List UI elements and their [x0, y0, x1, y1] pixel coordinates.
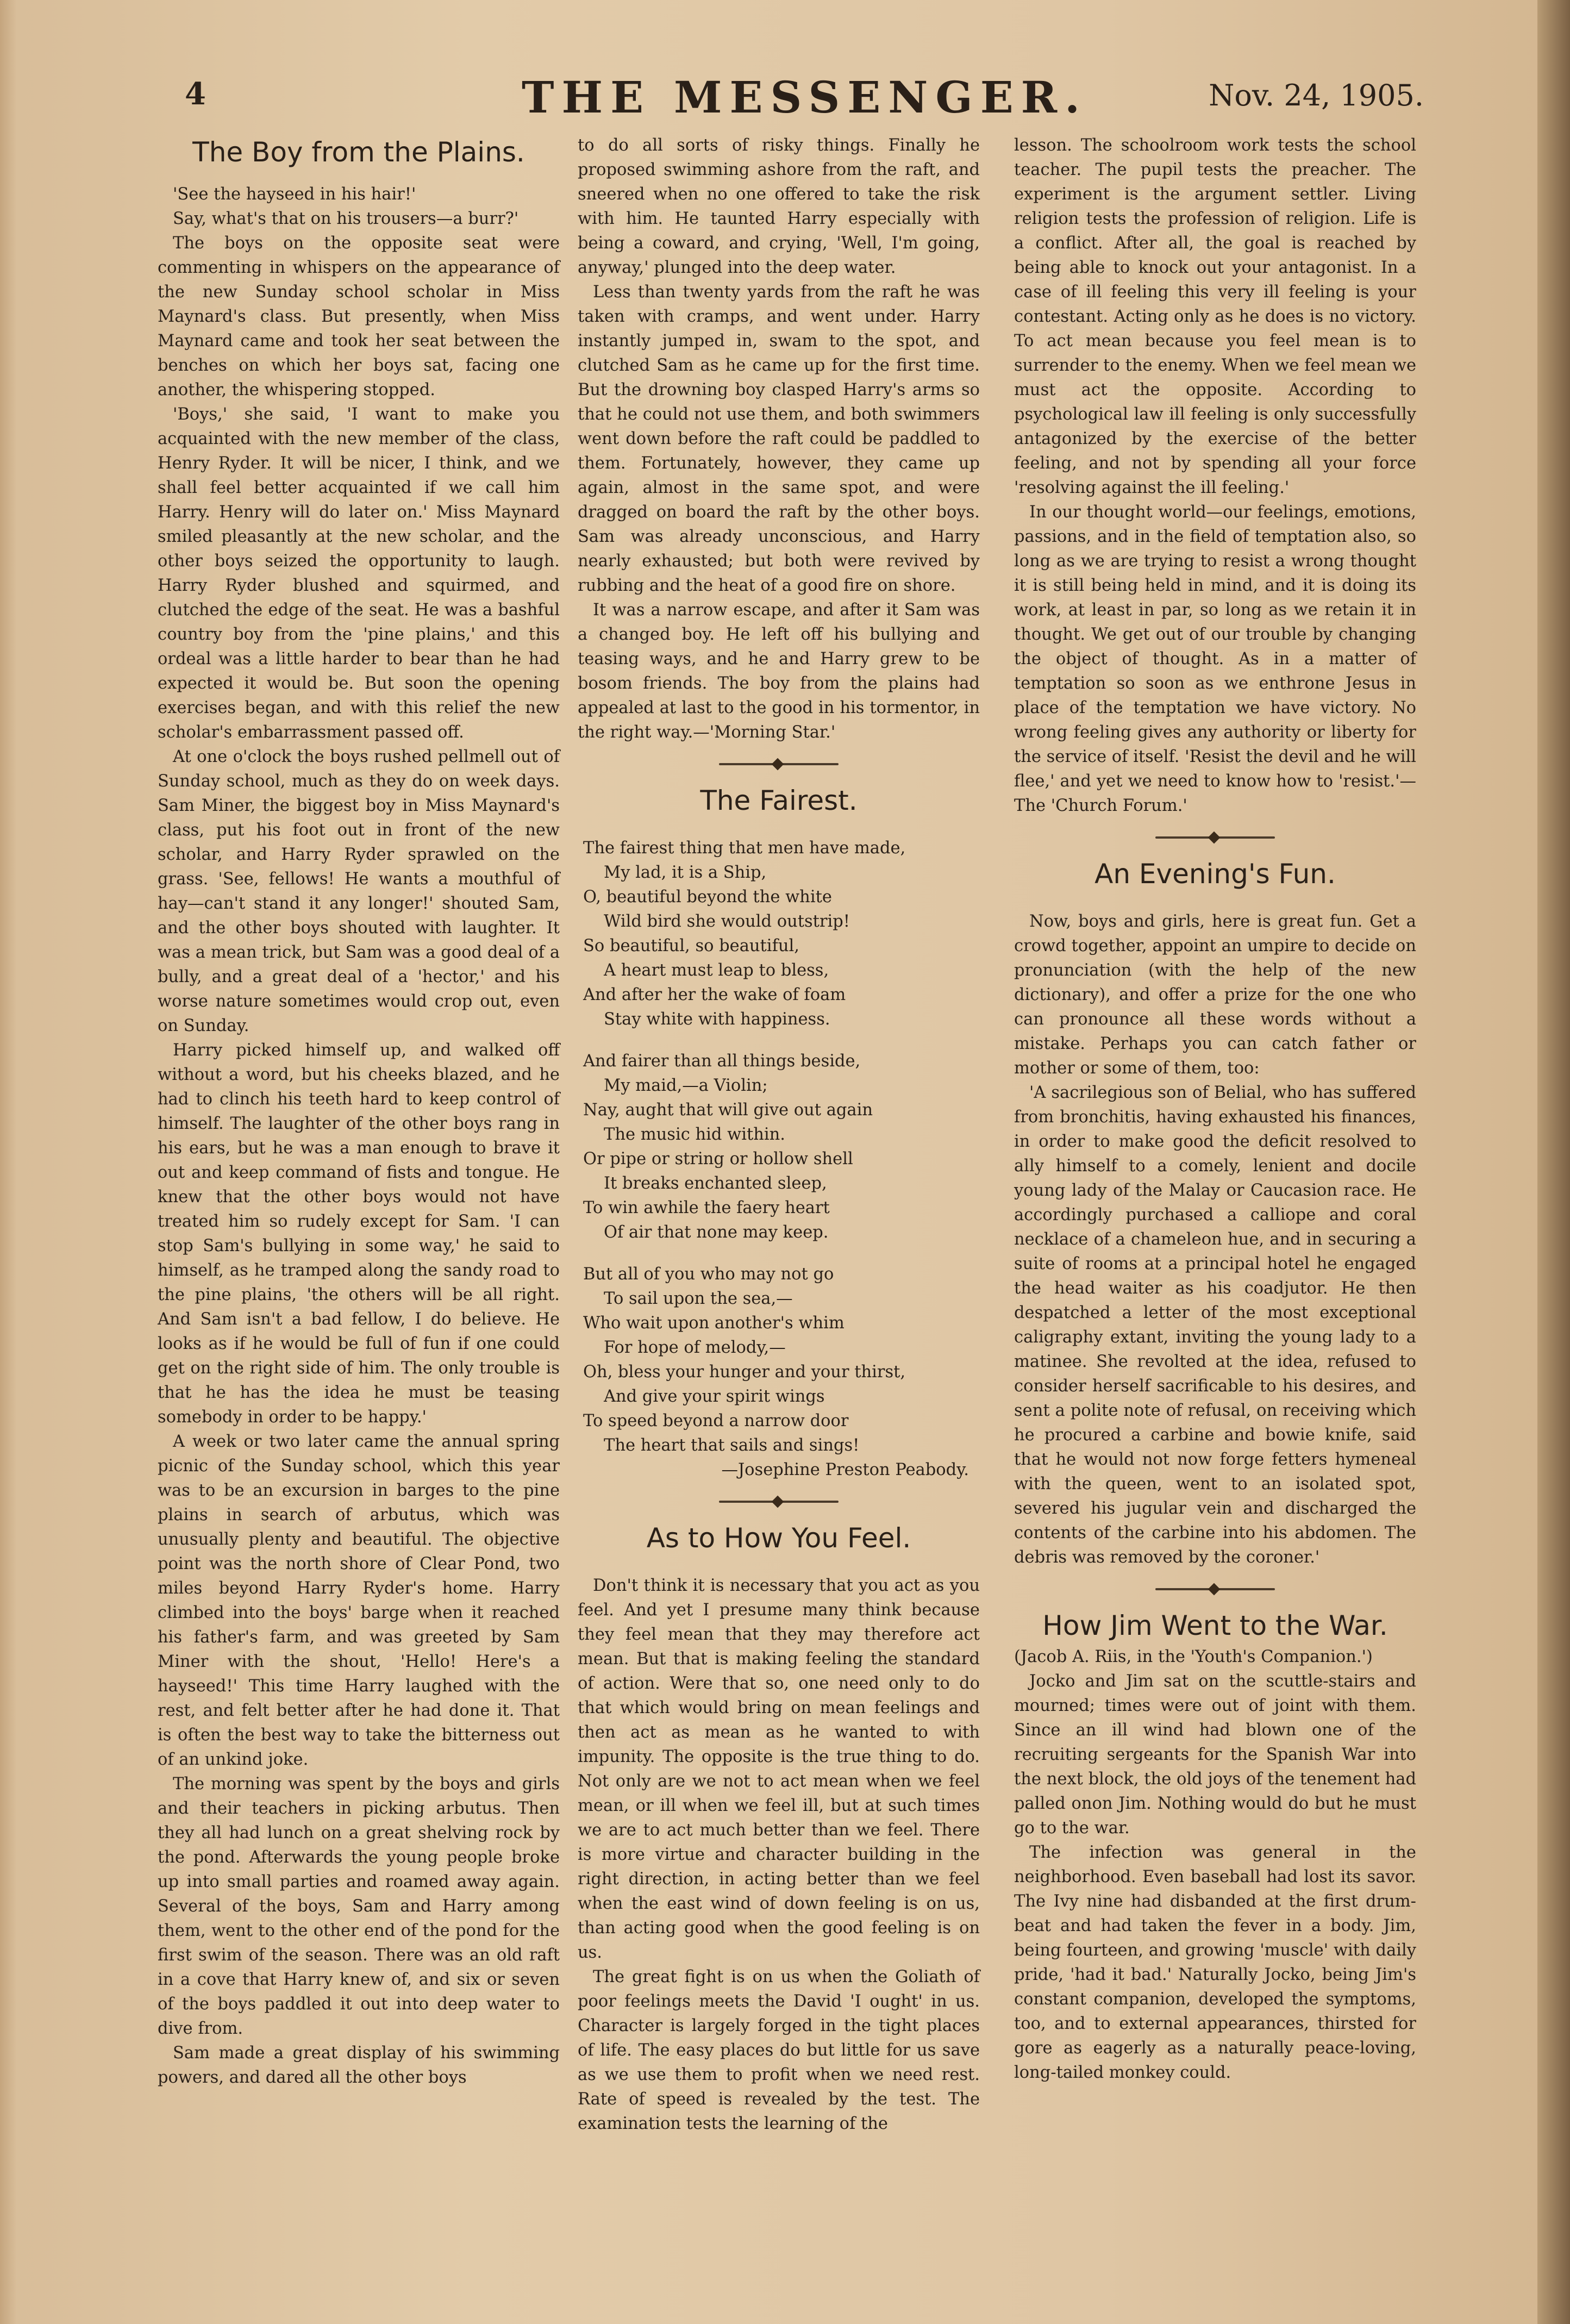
page-header: [185, 72, 1435, 125]
poem-line: But all of you who may not go: [583, 1265, 834, 1284]
poem-stanza: [583, 1262, 980, 1458]
page-number: 4: [185, 76, 206, 112]
poem-line: My lad, it is a Ship,: [604, 863, 767, 882]
poem-body: [578, 836, 980, 1482]
poem-line: Nay, aught that will give out again: [583, 1101, 873, 1120]
poem-line: To sail upon the sea,—: [604, 1289, 793, 1308]
poem-line: A heart must leap to bless,: [604, 961, 829, 980]
paragraph: The infection was general in the neighborhood. Even baseball had lost its savor. The Ivy nine had disbanded at the first drum-beat and had taken the fever in a body. Jim, being fourteen, and growing 'muscle' with daily pride, 'had it bad.' Naturally Jocko, being Jim's constant companion, developed the symptoms, too, and to external appearances, thirsted for gore as eagerly as a naturally peace-loving, long-tailed monkey could.: [1014, 1843, 1416, 2082]
poem-line: My maid,—a Violin;: [604, 1076, 768, 1095]
paragraph: to do all sorts of risky things. Finally he proposed swimming ashore from the raft, and sneered when no one offered to take the risk with him. He taunted Harry especially with being a coward, and crying, 'Well, I'm going, anyway,' plunged into the deep water.: [578, 136, 980, 277]
paragraph: Less than twenty yards from the raft he was taken with cramps, and went under. Harry instantly jumped in, swam to the spot, and clutched Sam as he came up for the first time. But the drowning boy clasped Harry's arms so that he could not use them, and both swimmers went down before the raft could be paddled to them. Fortunately, however, they came up again, almost in the same spot, and were dragged on board the raft by the other boys. Sam was already unconscious, and Harry nearly exhausted; but both were revived by rubbing and the heat of a good fire on shore.: [578, 283, 980, 595]
poem-title: The Fairest.: [700, 785, 858, 816]
paragraph: Harry picked himself up, and walked off without a word, but his cheeks blazed, and he had to clinch his teeth hard to keep control of himself. The laughter of the other boys rang in his ears, but he was a man enough to brave it out and keep command of fists and tongue. He knew that the other boys would not have treated him so rudely except for Sam. 'I can stop Sam's bullying in some way,' he said to himself, as he tramped along the sandy road to the pine plains, 'the others will be all right. And Sam isn't a bad fellow, I do believe. He looks as if he would be full of fun if one could get on the right side of him. The only trouble is that he has the idea he must be teasing somebody in order to be happy.': [158, 1041, 560, 1427]
paragraph: Now, boys and girls, here is great fun. Get a crowd together, appoint an umpire to decide on pronunciation (with the help of the new dictionary), and offer a prize for the one who can pronounce all these words without a mistake. Perhaps you can catch father or mother or some of them, too:: [1014, 912, 1416, 1078]
paragraph: It was a narrow escape, and after it Sam was a changed boy. He left off his bullying and teasing ways, and he and Harry grew to be bosom friends. The boy from the plains had appealed at last to the good in his tormentor, in the right way.—'Morning Star.': [578, 601, 980, 742]
paragraph: The boys on the opposite seat were commenting in whispers on the appearance of the new Sunday school scholar in Miss Maynard's class. But presently, when Miss Maynard came and took her seat between the benches on which her boys sat, facing one another, the whispering stopped.: [158, 234, 560, 399]
article-title: How Jim Went to the War.: [1042, 1610, 1388, 1641]
issue-date: Nov. 24, 1905.: [1209, 78, 1424, 113]
poem-line: And after her the wake of foam: [583, 985, 846, 1004]
article-title: An Evening's Fun.: [1094, 858, 1336, 890]
page-fold-shadow: [0, 0, 16, 2324]
poem-line: Wild bird she would outstrip!: [604, 912, 850, 931]
poem-line: The fairest thing that men have made,: [583, 839, 906, 858]
poem-line: Stay white with happiness.: [604, 1010, 830, 1029]
column-3: [1014, 133, 1416, 2085]
poem-line: Oh, bless your hunger and your thirst,: [583, 1363, 906, 1382]
paragraph: 'A sacrilegious son of Belial, who has suffered from bronchitis, having exhausted his finances, in order to make good the deficit resolved to ally himself to a comely, lenient and docile young lady of the Malay or Caucasion race. He accordingly purchased a calliope and coral necklace of a chameleon hue, and in securing a suite of rooms at a principal hotel he engaged the head waiter as his coadjutor. He then despatched a letter of the most exceptional caligraphy extant, inviting the young lady to a matinee. She revolted at the idea, refused to consider herself sacrificable to his desires, and sent a polite note of refusal, on receiving which he procured a carbine and bowie knife, said that he would not now forge fetters hymeneal with the queen, went to an isolated spot, severed his jugular vein and discharged the contents of the carbine into his abdomen. The debris was removed by the coroner.': [1014, 1083, 1416, 1567]
poem-stanza: [583, 1049, 980, 1245]
poem-line: The music hid within.: [604, 1125, 785, 1144]
paragraph: Jocko and Jim sat on the scuttle-stairs and mourned; times were out of joint with them. Since an ill wind had blown one of the recruiting sergeants for the Spanish War into the next block, the old joys of the tenement had palled onon Jim. Nothing would do but he must go to the war.: [1014, 1672, 1416, 1838]
poem-line: It breaks enchanted sleep,: [604, 1174, 827, 1193]
masthead-title: THE MESSENGER.: [522, 72, 1087, 123]
paragraph: Say, what's that on his trousers—a burr?': [173, 209, 519, 228]
article-byline: (Jacob A. Riis, in the 'Youth's Companion.'): [1014, 1647, 1373, 1666]
poem-line: Of air that none may keep.: [604, 1223, 829, 1242]
poem-line: To win awhile the faery heart: [583, 1198, 830, 1217]
poem-line: And fairer than all things beside,: [583, 1052, 861, 1071]
poem-line: For hope of melody,—: [604, 1338, 786, 1357]
paragraph: Sam made a great display of his swimming powers, and dared all the other boys: [158, 2044, 560, 2087]
poem-line: To speed beyond a narrow door: [583, 1411, 849, 1430]
paragraph: 'See the hayseed in his hair!': [173, 185, 416, 204]
paragraph: In our thought world—our feelings, emotions, passions, and in the field of temptation also, so long as we are trying to resist a wrong thought it is still being held in mind, and it is doing its work, at least in par, so long as we retain it in thought. We get out of our trouble by changing the object of thought. As in a matter of temptation so soon as we enthrone Jesus in place of the temptation we have victory. No wrong feeling gives any authority or liberty for the service of itself. 'Resist the devil and he will flee,' and yet we need to know how to 'resist.'—The 'Church Forum.': [1014, 503, 1417, 815]
section-divider: [1155, 1588, 1275, 1590]
column-1: [158, 133, 560, 2090]
poem-line: O, beautiful beyond the white: [583, 888, 832, 907]
paragraph: The morning was spent by the boys and girls and their teachers in picking arbutus. Then they all had lunch on a great shelving rock by the pond. Afterwards the young people broke up into small parties and roamed away again. Several of the boys, Sam and Harry among them, went to the other end of the pond for the first swim of the season. There was an old raft in a cove that Harry knew of, and six or seven of the boys paddled it out into deep water to dive from.: [158, 1775, 560, 2038]
paragraph: The great fight is on us when the Goliath of poor feelings meets the David 'I ought' in us. Character is largely forged in the tight places of life. The easy places do but little for us save as we use them to profit when we need rest. Rate of speed is revealed by the test. The examination tests the learning of the: [578, 1967, 980, 2133]
poem-stanza: [583, 836, 980, 1032]
poem-line: Who wait upon another's whim: [583, 1314, 845, 1333]
page-edge: [1537, 0, 1570, 2324]
section-divider: [1155, 836, 1275, 839]
paragraph: lesson. The schoolroom work tests the school teacher. The pupil tests the preacher. The experiment is the argument settler. Living religion tests the profession of religion. Life is a conflict. After all, the goal is reached by being able to knock out your antagonist. In a case of ill feeling this very ill feeling is your contestant. Acting only as he does is no victory. To act mean because you feel mean is to surrender to the enemy. When we feel mean we must act the opposite. According to psychological law ill feeling is only successfully antagonized by the exercise of the better feeling, and not by spending all your force 'resolving against the ill feeling.': [1014, 136, 1416, 497]
poem-line: And give your spirit wings: [604, 1387, 825, 1406]
paragraph: Don't think it is necessary that you act as you feel. And yet I presume many think because they feel mean that they may therefore act mean. But that is making feeling the standard of action. Were that so, one need only to do that which would bring on mean feelings and then act as mean as he wanted to with impunity. The opposite is the true thing to do. Not only are we not to act mean when we feel mean, or ill when we feel ill, but at such times we are to act much better than we feel. There is more virtue and character building in the right direction, in acting better than we feel when the east wind of down feeling is on us, than acting good when the good feeling is on us.: [578, 1576, 980, 1962]
article-title: As to How You Feel.: [646, 1522, 911, 1554]
section-divider: [719, 763, 839, 765]
poem-line: So beautiful, so beautiful,: [583, 936, 799, 955]
article-title: The Boy from the Plains.: [192, 136, 525, 168]
section-divider: [719, 1501, 839, 1503]
poem-author: —Josephine Preston Peabody.: [721, 1460, 969, 1479]
poem-line: Or pipe or string or hollow shell: [583, 1149, 853, 1169]
poem-line: The heart that sails and sings!: [604, 1436, 860, 1455]
paragraph: 'Boys,' she said, 'I want to make you acquainted with the new member of the class, Henry Ryder. It will be nicer, I think, and we shall feel better acquainted if we call him Harry. Henry will do later on.' Miss Maynard smiled pleasantly at the new scholar, and the other boys seized the opportunity to laugh. Harry Ryder blushed and squirmed, and clutched the edge of the seat. He was a bashful country boy from the 'pine plains,' and this ordeal was a little harder to bear than he had expected it would be. But soon the opening exercises began, and with this relief the new scholar's embarrassment passed off.: [158, 405, 560, 742]
column-2: [578, 133, 980, 2136]
paragraph: At one o'clock the boys rushed pellmell out of Sunday school, much as they do on week days. Sam Miner, the biggest boy in Miss Maynard's class, put his foot out in front of the new scholar, and Harry Ryder sprawled on the grass. 'See, fellows! He wants a mouthful of hay—can't stand it any longer!' shouted Sam, and the other boys shouted with laughter. It was a mean trick, but Sam was a good deal of a bully, and a great deal of a 'hector,' and his worse nature sometimes would crop out, even on Sunday.: [158, 747, 560, 1035]
paragraph: A week or two later came the annual spring picnic of the Sunday school, which this year was to be an excursion in barges to the pine plains in search of arbutus, which was unusually plenty and beautiful. The objective point was the north shore of Clear Pond, two miles beyond Harry Ryder's home. Harry climbed into the boys' barge when it reached his father's farm, and was greeted by Sam Miner with the shout, 'Hello! Here's a hayseed!' This time Harry laughed with the rest, and felt better after he had done it. That is often the best way to take the bitterness out of an unkind joke.: [158, 1432, 560, 1769]
